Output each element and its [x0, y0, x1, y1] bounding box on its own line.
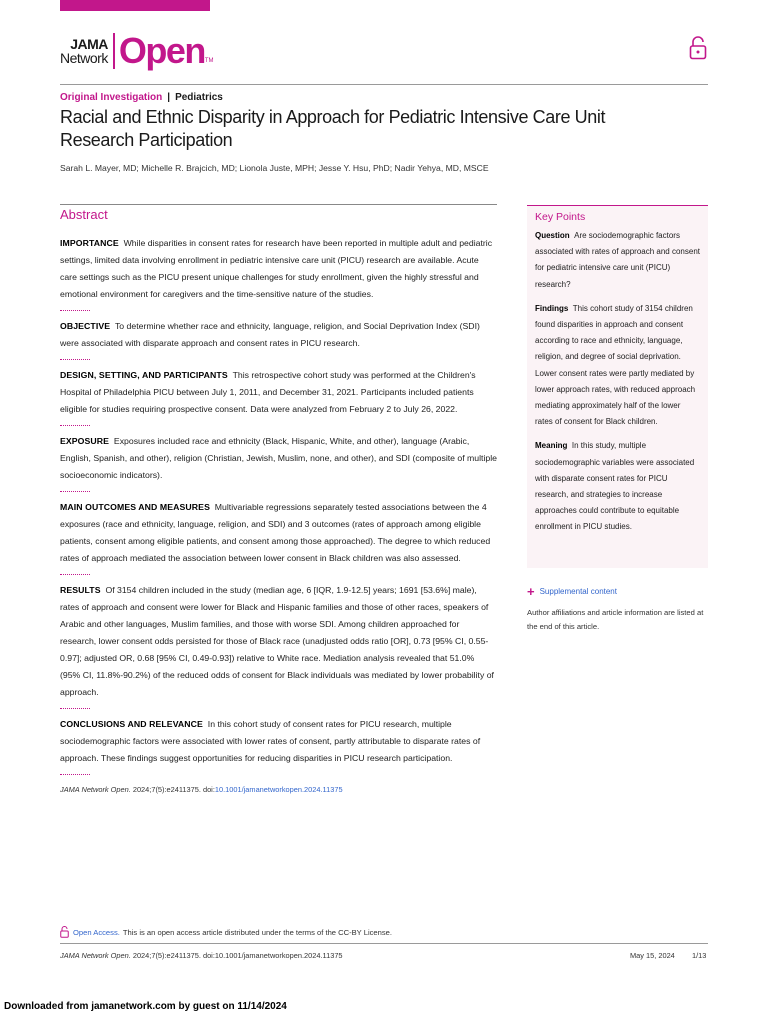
key-point-findings — [535, 301, 700, 431]
doi-link[interactable]: 10.1001/jamanetworkopen.2024.11375 — [214, 785, 343, 794]
header-accent-bar — [60, 0, 210, 11]
section-label: OBJECTIVE — [60, 321, 111, 331]
section-text: Multivariable regressions separately tested associations between the 4 exposures (race and ethnicity, language, religion, and SDI) and 3 outcomes (rates of approach among eligible patients, consent among eligible patients, and consent among those approached). The degree to which reduced rates of approach mediated the association between lower consent in Black children was also assessed. — [60, 502, 491, 563]
lock-open-icon — [60, 926, 69, 938]
supplemental-content-link[interactable] — [527, 585, 617, 598]
key-point-label: Meaning — [535, 441, 568, 451]
section-text: This retrospective cohort study was performed at the Children's Hospital of Philadelphia PICU between July 1, 2011, and December 31, 2021. Participants included patients eligible for studies requiring prospective consent. Data were analyzed from February 2 to July 26, 2022. — [60, 370, 476, 414]
footer-rule — [60, 943, 708, 944]
download-watermark: Downloaded from jamanetwork.com by guest on 11/14/2024 — [4, 1001, 287, 1012]
logo-network-text: Network — [60, 50, 108, 66]
lock-open-icon — [689, 36, 707, 60]
category-separator: | — [167, 92, 171, 103]
article-type-link[interactable]: Original Investigation — [60, 92, 163, 103]
abstract-section-importance — [60, 235, 497, 303]
key-point-text: In this study, multiple sociodemographic variables were associated with disparate consent rates for PICU research, and strategies to increase approaches could contribute to equitable enrollment in PICU studies. — [535, 441, 695, 532]
section-divider — [60, 425, 90, 426]
affiliations-note: Author affiliations and article information are listed at the end of this article. — [527, 608, 704, 631]
author-list: Sarah L. Mayer, MD; Michelle R. Brajcich, MD; Lionola Juste, MPH; Jesse Y. Hsu, PhD; Nadir Yehya, MD, MSCE — [60, 163, 489, 173]
section-text: Exposures included race and ethnicity (Black, Hispanic, White, and other), language (Arabic, English, Spanish, and other), religion (Christian, Jewish, Muslim, none, and other), and SDI (composite of multiple socioeconomic indicators). — [60, 436, 497, 480]
abstract-heading: Abstract — [60, 207, 108, 222]
section-divider — [60, 774, 90, 775]
section-label: MAIN OUTCOMES AND MEASURES — [60, 502, 210, 512]
key-point-label: Findings — [535, 303, 569, 313]
section-text: In this cohort study of consent rates for PICU research, multiple sociodemographic factors were associated with lower rates of consent, partly attributable to disparate rates of approach. These findings suggest opportunities for reducing disparities in PICU research participation. — [60, 719, 481, 763]
key-point-meaning — [535, 438, 700, 535]
section-label: IMPORTANCE — [60, 238, 119, 248]
section-text: To determine whether race and ethnicity, language, religion, and Social Deprivation Index (SDI) were associated with disparate approach and consent rates in PICU research. — [60, 321, 480, 348]
abstract-section-conclusions — [60, 716, 497, 767]
abstract-section-objective — [60, 318, 497, 352]
journal-logo[interactable] — [60, 32, 214, 70]
citation-journal: JAMA Network Open. — [60, 785, 131, 794]
key-point-label: Question — [535, 231, 570, 240]
footer-citation — [60, 951, 343, 960]
section-label: CONCLUSIONS AND RELEVANCE — [60, 719, 203, 729]
abstract-body — [60, 235, 497, 794]
supplemental-label: Supplemental content — [539, 587, 617, 596]
abstract-citation — [60, 785, 497, 794]
section-label: RESULTS — [60, 585, 101, 595]
article-topic: Pediatrics — [175, 92, 223, 103]
section-label: DESIGN, SETTING, AND PARTICIPANTS — [60, 370, 228, 380]
abstract-rule — [60, 204, 497, 205]
section-label: EXPOSURE — [60, 436, 110, 446]
section-divider — [60, 574, 90, 575]
key-point-text: Are sociodemographic factors associated with rates of approach and consent for pediatric intensive care unit (PICU) research? — [535, 231, 700, 289]
open-access-text: This is an open access article distributed under the terms of the CC-BY License. — [122, 927, 393, 937]
section-divider — [60, 491, 90, 492]
header-rule — [60, 84, 708, 85]
logo-divider — [113, 33, 115, 69]
section-text: Of 3154 children included in the study (median age, 6 [IQR, 1.9-12.5] years; 1691 [53.6%] male), rates of approach and consent were lower for Black and Hispanic families and those of other races, speakers of Arabic and other languages, Muslim families, and those with worse SDI. Among children approached for research, lower consent odds persisted for those of Black race (unadjusted odds ratio [OR], 0.73 [95% CI, 0.55-0.97]; adjusted OR, 0.68 [95% CI, 0.49-0.93]) relative to White race. Mediation analysis revealed that 51.0% (95% CI, 11.8%-90.2%) of the reduced odds of consent for Black individuals was mediated by lower probability of approach. — [60, 585, 494, 697]
key-points-heading: Key Points — [535, 211, 586, 223]
logo-jama-text: JAMA — [70, 36, 108, 52]
citation-reference: 2024;7(5):e2411375. doi: — [130, 785, 215, 794]
logo-trademark: TM — [204, 58, 214, 64]
key-point-question — [535, 228, 700, 293]
footer-date: May 15, 2024 — [630, 951, 675, 960]
abstract-section-exposure — [60, 433, 497, 484]
article-category — [60, 92, 223, 103]
abstract-section-results — [60, 582, 497, 701]
plus-icon: + — [527, 584, 535, 599]
section-text: While disparities in consent rates for research have been reported in multiple adult and pediatric settings, limited data involving enrollment in pediatric intensive care unit (PICU) research are available. Acute care settings such as the PICU present unique challenges for study enrollment, given the highly stressful and emotional environment for caregivers and the time-sensitive nature of the studies. — [60, 238, 493, 299]
section-divider — [60, 310, 90, 311]
footer-reference: 2024;7(5):e2411375. doi:10.1001/jamanetworkopen.2024.11375 — [130, 951, 343, 960]
article-title: Racial and Ethnic Disparity in Approach for Pediatric Intensive Care Unit Research Participation — [60, 107, 606, 150]
logo-open-text: Open — [118, 30, 205, 71]
abstract-section-design — [60, 367, 497, 418]
open-access-link[interactable]: Open Access. — [73, 927, 120, 937]
section-divider — [60, 359, 90, 360]
abstract-section-outcomes — [60, 499, 497, 567]
section-divider — [60, 708, 90, 709]
key-point-text: This cohort study of 3154 children found disparities in approach and consent according to race and ethnicity, language, religion, and degree of social deprivation. Lower consent rates were partly mediated by lower approach rates, with reduced approach mediating approximately half of the lower rates of consent for Black children. — [535, 303, 696, 427]
page-number: 1/13 — [692, 951, 707, 960]
key-points-box — [527, 205, 708, 568]
footer-journal: JAMA Network Open. — [60, 951, 131, 960]
open-access-notice — [60, 926, 392, 938]
